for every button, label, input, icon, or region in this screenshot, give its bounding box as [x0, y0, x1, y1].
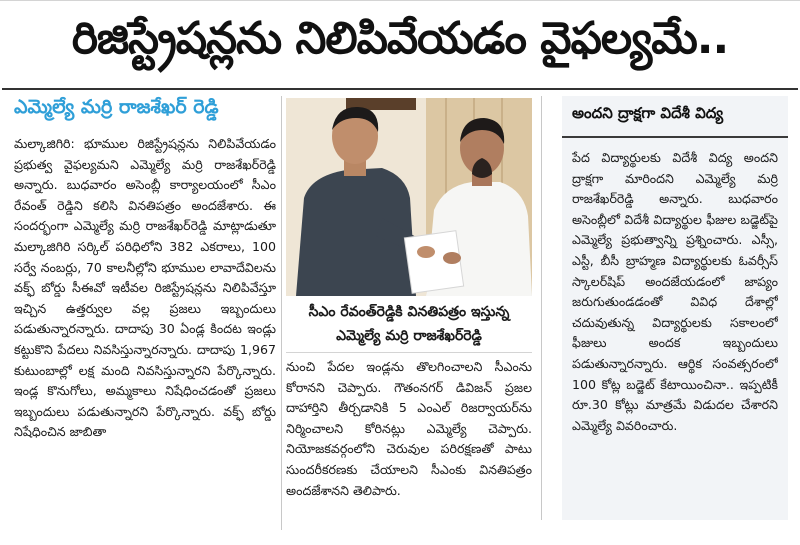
page-headline: రిజిస్ట్రేషన్లను నిలిపివేయడం వైఫల్యమే.. — [71, 13, 729, 64]
article-column-1: మల్కాజిగిరి: భూముల రిజిస్ట్రేషన్లను నిలిపివేయడం ప్రభుత్వ వైఫల్యమని ఎమ్మెల్యే మర్రి రాజశేఖర్‌రెడ్డి అన్నారు. బుధవారం అసెంబ్లీ కార్యాలయంలో సీఎం రేవంత్ రెడ్డిని కలిసి వినతిపత్రం అందజేశారు. ఈ సందర్భంగా ఎమ్మెల్యే మర్రి రాజశేఖర్‌రెడ్డి మాట్లాడుతూ మల్కాజిగిరి సర్కిల్ పరిధిలోని 382 ఎకరాలు, 100 సర్వే నంబర్లు, 70 కాలనీల్లోని భూముల లావాదేవిలను వక్ఫ్ బోర్డు సీఈవో ఇటీవల రిజిస్ట్రేషన్లను నిలిపివేస్తూ ఇచ్చిన ఉత్తర్వుల వల్ల ప్రజలు ఇబ్బందులు పడుతున్నారన్నారు. దాదాపు 30 ఏండ్ల కిందట ఇండ్లు కట్టుకొని పేదలు నివసిస్తున్నారన్నారు. దాదాపు 1,967 కుటుంబాల్లో లక్ష మంది నివసిస్తున్నారని పేర్కొన్నారు. ఇండ్ల కొనుగోలు, అమ్మకాలు నిషేధించడంతో ప్రజలు ఇబ్బందులు పడుతున్నారని పేర్కొన్నారు. వక్ఫ్ బోర్డు నిషేధించిన జాబితా — [14, 136, 276, 440]
photo-illustration — [286, 98, 532, 296]
news-photo — [286, 98, 532, 296]
headline-rule — [2, 88, 798, 90]
sidebar-box — [562, 96, 788, 520]
caption-line-1: సీఎం రేవంత్‌రెడ్డికి వినతిపత్రం ఇస్తున్న — [308, 304, 510, 320]
article-column-2: నుంచి పేదల ఇండ్లను తొలగించాలని సీఎంను కోరానని చెప్పారు. గౌతంనగర్ డివిజన్ ప్రజల దాహార్తిని తీర్చడానికి 5 ఎంఎల్ రిజర్వాయర్‌ను నిర్మించాలని కోరినట్లు ఎమ్మెల్యే చెప్పారు. నియోజకవర్గంలోని చెరువుల పరిరక్షణతో పాటు సుందరీకరణకు చేయాలని సీఎంకు వినతిపత్రం అందజేశానని తెలిపారు. — [286, 359, 532, 498]
photo-caption — [286, 300, 532, 352]
byline: ఎమ్మెల్యే మర్రి రాజశేఖర్ రెడ్డి — [14, 96, 219, 118]
caption-bottom-rule — [286, 352, 532, 353]
caption-line-2: ఎమ్మెల్యే మర్రి రాజశేఖర్‌రెడ్డి — [336, 328, 482, 344]
sidebar-body: పేద విద్యార్థులకు విదేశీ విద్య అందని ద్రాక్షగా మారిందని ఎమ్మెల్యే మర్రి రాజశేఖర్‌రెడ్డి అన్నారు. బుధవారం అసెంబ్లీలో విదేశీ విద్యార్థుల ఫీజుల బడ్జెట్‌పై ఎమ్మెల్యే ప్రభుత్వాన్ని ప్రశ్నించారు. ఎస్సీ, ఎస్టీ, బీసీ బ్రాహ్మణ విద్యార్థులకు ఓవర్సీస్ స్కాలర్‌షిప్ అందజేయడంలో జాప్యం జరుగుతుండడంతో వివిధ దేశాల్లో చదువుతున్న విద్యార్థులకు సకాలంలో ఫీజులు అందక ఇబ్బందులు పడుతున్నారన్నారు. ఆర్థిక సంవత్సరంలో 100 కోట్ల బడ్జెట్ కేటాయించినా.. ఇప్పటికీ రూ.30 కోట్లు మాత్రమే విడుదల చేశారని ఎమ్మెల్యే వివరించారు. — [572, 150, 778, 433]
column-divider-1 — [281, 96, 282, 530]
sidebar-title: అందని ద్రాక్షగా విదేశీ విద్య — [572, 104, 724, 122]
column-divider-2 — [541, 96, 542, 520]
sidebar-title-rule — [562, 136, 788, 138]
